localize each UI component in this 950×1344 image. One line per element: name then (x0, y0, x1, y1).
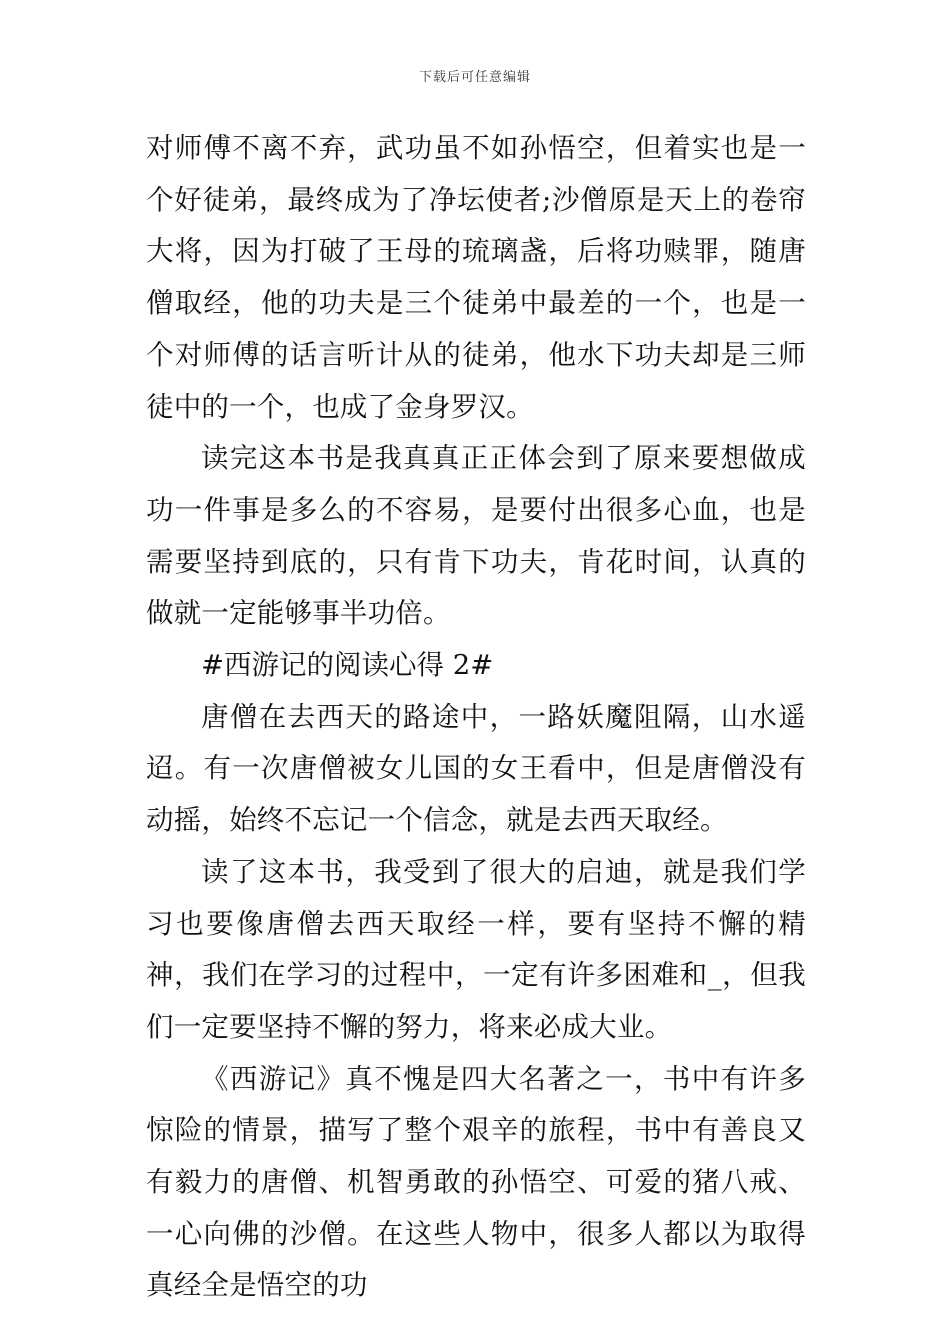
paragraph-2: 读完这本书是我真真正正体会到了原来要想做成功一件事是多么的不容易，是要付出很多心血，也是需要坚持到底的，只有肯下功夫，肯花时间，认真的做就一定能够事半功倍。 (146, 442, 806, 630)
paragraph-4: 读了这本书，我受到了很大的启迪，就是我们学习也要像唐僧去西天取经一样，要有坚持不懈的精神，我们在学习的过程中，一定有许多困难和_，但我们一定要坚持不懈的努力，将来必成大业。 (146, 855, 806, 1043)
paragraph-5: 《西游记》真不愧是四大名著之一，书中有许多惊险的情景，描写了整个艰辛的旅程，书中有善良又有毅力的唐僧、机智勇敢的孙悟空、可爱的猪八戒、一心向佛的沙僧。在这些人物中，很多人都以为取得真经全是悟空的功 (146, 1062, 806, 1302)
page-header: 下载后可任意编辑 (418, 70, 531, 85)
paragraph-1: 对师傅不离不弃，武功虽不如孙悟空，但着实也是一个好徒弟，最终成为了净坛使者;沙僧原是天上的卷帘大将，因为打破了王母的琉璃盏，后将功赎罪，随唐僧取经，他的功夫是三个徒弟中最差的一个，也是一个对师傅的话言听计从的徒弟，他水下功夫却是三师徒中的一个，也成了金身罗汉。 (146, 132, 806, 423)
document-body (146, 123, 806, 1312)
section-heading: #西游记的阅读心得 2# (201, 649, 494, 682)
paragraph-3: 唐僧在去西天的路途中，一路妖魔阻隔，山水遥迢。有一次唐僧被女儿国的女王看中，但是唐僧没有动摇，始终不忘记一个信念，就是去西天取经。 (146, 700, 806, 837)
